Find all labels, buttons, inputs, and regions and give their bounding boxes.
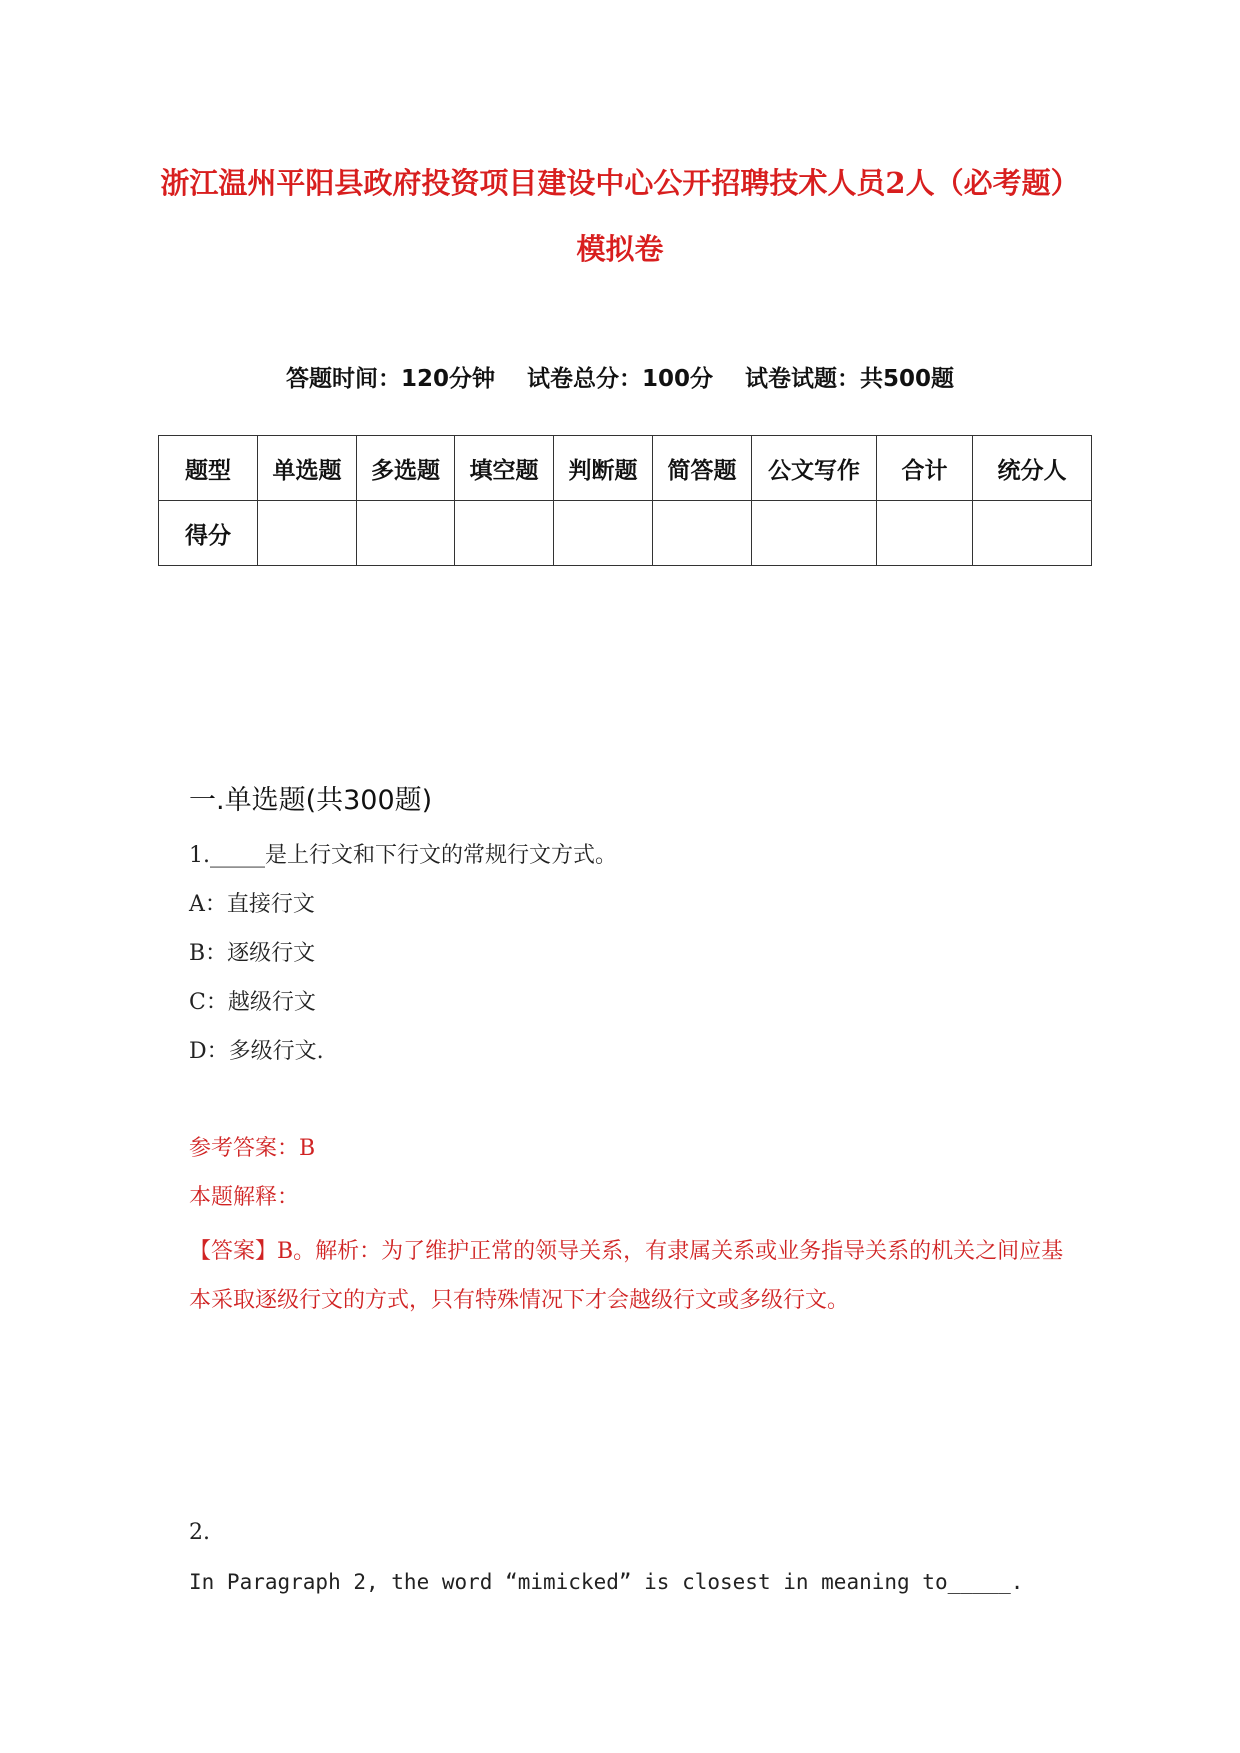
document-title: 浙江温州平阳县政府投资项目建设中心公开招聘技术人员2人（必考题）模拟卷 <box>160 166 1080 266</box>
header-cell-single: 单选题 <box>258 436 357 501</box>
question-1-option-c: C：越级行文 <box>189 990 316 1015</box>
header-cell-scorer: 统分人 <box>973 436 1092 501</box>
question-1-answer: 参考答案：B <box>189 1136 316 1161</box>
score-cell <box>258 501 357 566</box>
header-cell-judge: 判断题 <box>554 436 653 501</box>
score-cell <box>653 501 752 566</box>
score-table <box>158 435 1092 566</box>
exam-meta <box>0 360 1240 393</box>
header-cell-short-answer: 简答题 <box>653 436 752 501</box>
question-1-option-a: A：直接行文 <box>189 892 315 917</box>
header-cell-type: 题型 <box>159 436 258 501</box>
score-cell <box>357 501 455 566</box>
question-2-stem: In Paragraph 2, the word “mimicked” is closest in meaning to_____. <box>189 1570 1024 1594</box>
question-1-explain-label: 本题解释： <box>189 1185 300 1210</box>
score-table-header-row <box>159 436 1092 501</box>
score-cell <box>973 501 1092 566</box>
score-row-label: 得分 <box>159 501 258 566</box>
header-cell-fill: 填空题 <box>455 436 554 501</box>
score-cell <box>752 501 877 566</box>
exam-total-score: 试卷总分：100分 <box>526 366 713 392</box>
exam-question-count: 试卷试题：共500题 <box>745 366 955 392</box>
question-1-option-b: B：逐级行文 <box>189 941 316 966</box>
score-cell <box>877 501 973 566</box>
exam-time: 答题时间：120分钟 <box>285 366 495 392</box>
header-cell-writing: 公文写作 <box>752 436 877 501</box>
score-table-score-row <box>159 501 1092 566</box>
header-cell-total: 合计 <box>877 436 973 501</box>
score-cell <box>554 501 653 566</box>
question-1-explanation: 【答案】B。解析：为了维护正常的领导关系，有隶属关系或业务指导关系的机关之间应基本采取逐级行文的方式，只有特殊情况下才会越级行文或多级行文。 <box>189 1239 1064 1313</box>
question-1-stem: 1._____是上行文和下行文的常规行文方式。 <box>189 843 617 868</box>
header-cell-multiple: 多选题 <box>357 436 455 501</box>
section-title: 一.单选题(共300题) <box>189 785 433 816</box>
question-1-option-d: D：多级行文. <box>189 1039 324 1064</box>
score-cell <box>455 501 554 566</box>
question-2-number: 2. <box>189 1520 210 1545</box>
